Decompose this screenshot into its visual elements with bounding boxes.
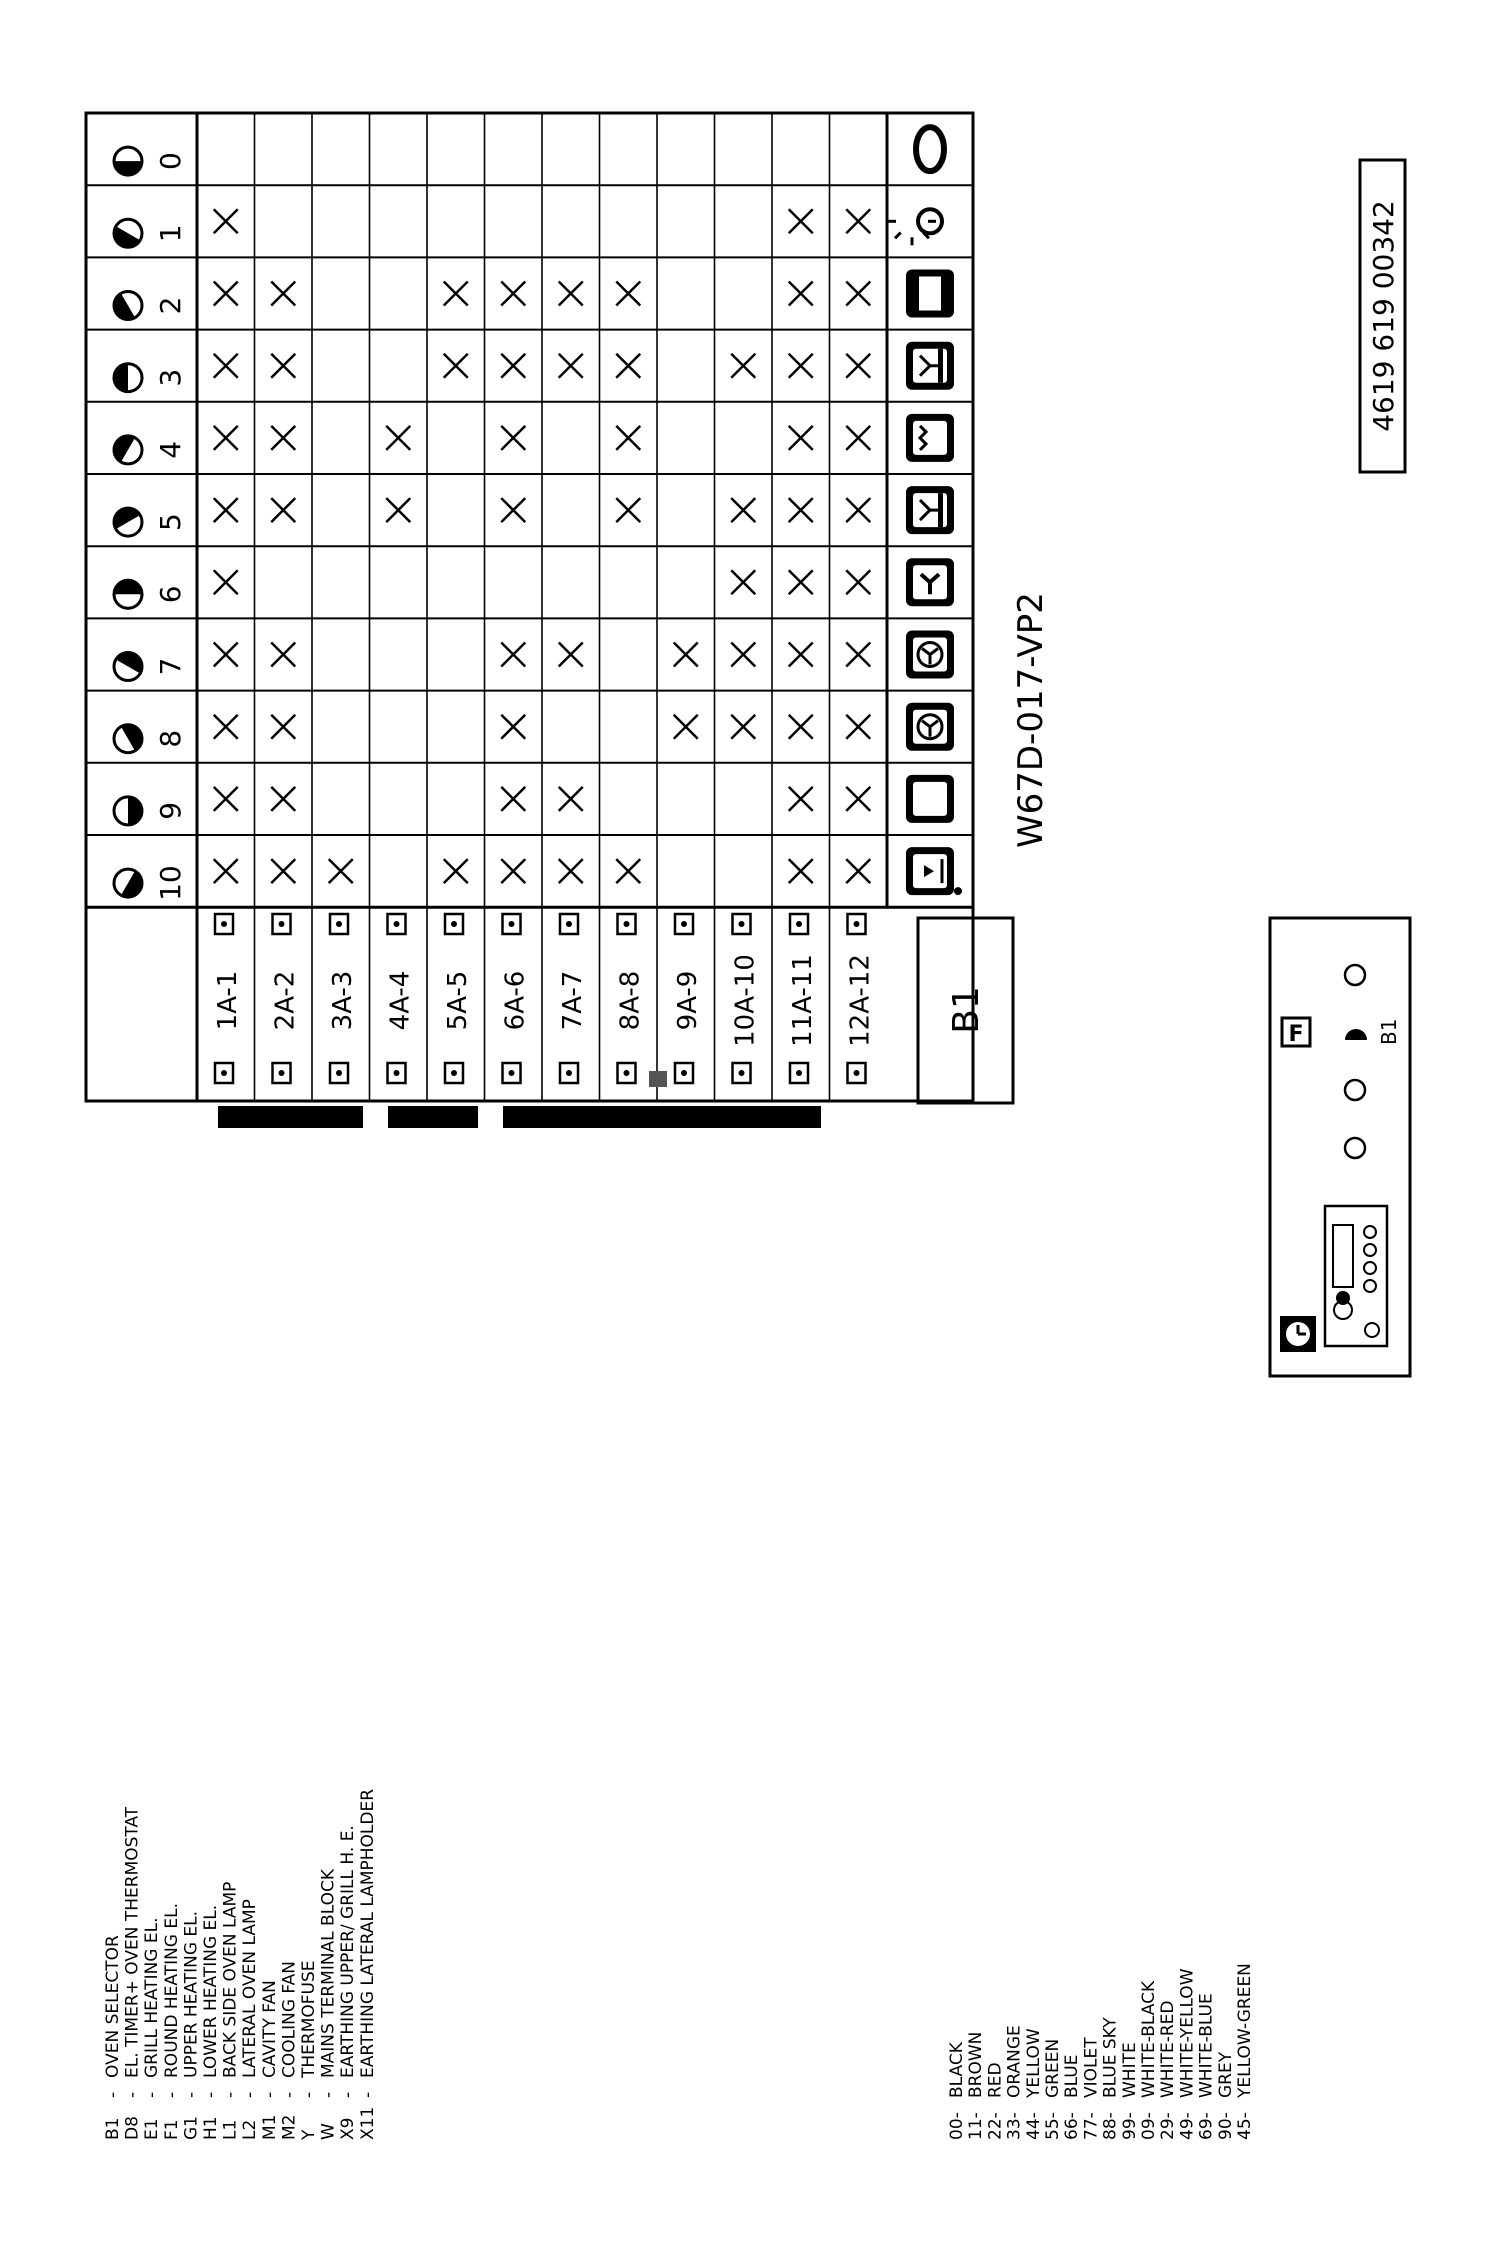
top-heat-fan-icon [906, 486, 954, 534]
colour-entry [1043, 2039, 1063, 2140]
top-bottom-heat-icon [906, 270, 954, 318]
dial-knob-icon [114, 147, 142, 175]
position-number: 8 [154, 729, 187, 748]
legend-entry [260, 1980, 280, 2140]
legend-code: Y [299, 2129, 319, 2140]
colour-code: 00- [947, 2112, 967, 2140]
dial-knob-icon [114, 364, 142, 392]
legend-sep: - [240, 2091, 261, 2098]
colour-entry [1235, 1963, 1255, 2140]
position-number: 7 [154, 657, 187, 676]
conventional-icon [906, 775, 954, 823]
contact-label: 1A-1 [212, 970, 243, 1031]
legend-text: THERMOFUSE [299, 1960, 319, 2078]
contact-label: 8A-8 [615, 970, 646, 1031]
colour-code: 09- [1139, 2112, 1159, 2140]
legend-code: B1 [103, 2117, 123, 2140]
colour-entry [1197, 1993, 1217, 2140]
colour-code: 99- [1119, 2112, 1140, 2140]
contact-label: 7A-7 [557, 970, 588, 1031]
position-number: 0 [154, 152, 187, 171]
contact-label: 6A-6 [500, 970, 531, 1031]
legend-sep: - [161, 2091, 182, 2098]
legend-text: MAINS TERMINAL BLOCK [318, 1869, 339, 2078]
colour-code: 77- [1081, 2112, 1102, 2140]
legend-text: COOLING FAN [279, 1961, 300, 2078]
position-number: 9 [154, 801, 187, 820]
contact-label: 9A-9 [672, 970, 703, 1031]
position-number: 4 [154, 440, 187, 459]
contact-label: 11A-11 [787, 954, 818, 1047]
selector-box-label: B1 [946, 986, 987, 1034]
legend-text: UPPER HEATING EL. [181, 1910, 202, 2078]
legend-code: H1 [201, 2116, 221, 2140]
colour-code: 29- [1158, 2112, 1179, 2140]
colour-entry [966, 2032, 986, 2140]
legend-code: M2 [279, 2114, 300, 2140]
fan-bottom-icon [906, 631, 954, 679]
legend-text: OVEN SELECTOR [103, 1935, 123, 2078]
bottom-heat-icon [906, 414, 954, 462]
position-number: 10 [154, 865, 187, 901]
fan-defrost-icon [906, 558, 954, 606]
dial-knob-icon [114, 292, 142, 320]
colour-entry [1216, 2051, 1236, 2140]
legend-text: BACK SIDE OVEN LAMP [220, 1881, 241, 2078]
contact-label: 2A-2 [270, 970, 301, 1031]
colour-code: 90- [1215, 2112, 1236, 2140]
colour-code: 44- [1023, 2112, 1044, 2140]
colour-name: WHITE-BLACK [1139, 1980, 1159, 2098]
dial-knob-icon [114, 436, 142, 464]
colour-name: GREY [1215, 2051, 1236, 2098]
dial-knob-icon [114, 580, 142, 608]
colour-entry [1101, 2017, 1121, 2140]
drawing-title: W67D-017-VP2 [1011, 592, 1051, 848]
terminal-bar [218, 1106, 363, 1128]
colour-entry [1177, 1968, 1197, 2140]
colour-name: GREEN [1043, 2038, 1063, 2098]
colour-name: WHITE-RED [1158, 2000, 1179, 2098]
dial-knob-icon [114, 725, 142, 753]
colour-entry [1005, 2025, 1025, 2140]
position-number: 1 [154, 224, 187, 243]
colour-code: 55- [1043, 2112, 1063, 2140]
legend-sep: - [299, 2091, 319, 2098]
colour-entry [1081, 2037, 1101, 2140]
colour-name: ORANGE [1004, 2025, 1025, 2098]
legend-text: ROUND HEATING EL. [161, 1903, 182, 2078]
dial-knob-icon [114, 869, 142, 897]
legend-text: LOWER HEATING EL. [201, 1904, 221, 2078]
legend-code: E1 [142, 2118, 163, 2140]
colour-name: BLACK [947, 2042, 967, 2098]
colour-code: 69- [1196, 2112, 1217, 2140]
colour-entry [1062, 2055, 1082, 2140]
contact-label: 12A-12 [845, 954, 876, 1047]
legend-sep: - [259, 2091, 280, 2098]
colour-name: VIOLET [1081, 2037, 1102, 2098]
terminal-bar [388, 1106, 478, 1128]
position-number: 2 [154, 296, 187, 315]
colour-name: RED [985, 2062, 1006, 2098]
contact-label: 10A-10 [730, 954, 761, 1047]
colour-name: BLUE SKY [1100, 2017, 1121, 2098]
legend-code: M1 [259, 2114, 280, 2140]
legend-code: D8 [122, 2116, 143, 2140]
colour-code: 33- [1004, 2112, 1025, 2140]
legend-code: W [318, 2123, 339, 2140]
legend-code: F1 [161, 2119, 182, 2140]
colour-entry [1158, 2000, 1178, 2140]
position-number: 5 [154, 513, 187, 532]
colour-entry [1139, 1980, 1159, 2140]
colour-entry [1024, 2028, 1044, 2140]
colour-code: 49- [1177, 2112, 1198, 2140]
grill-fan-icon [906, 342, 954, 390]
legend-sep: - [338, 2091, 359, 2098]
legend-sep: - [103, 2091, 123, 2098]
colour-name: BLUE [1062, 2054, 1083, 2098]
part-number: 4619 619 00342 [1367, 200, 1400, 432]
part-number-box [1360, 160, 1405, 472]
colour-name: YELLOW [1023, 2028, 1044, 2098]
dial-knob-icon [114, 797, 142, 825]
legend-entry [338, 1825, 358, 2140]
legend-text: EARTHING LATERAL LAMPHOLDER [357, 1788, 378, 2078]
legend-text: CAVITY FAN [259, 1980, 280, 2078]
legend-code: L2 [240, 2119, 261, 2140]
legend-sep: - [279, 2091, 300, 2098]
colour-entry [947, 2041, 967, 2140]
contact-label: 4A-4 [385, 970, 416, 1031]
colour-entry [1120, 2042, 1140, 2140]
dial-knob-icon [114, 219, 142, 247]
legend-sep: - [220, 2091, 241, 2098]
colour-name: BROWN [966, 2031, 987, 2098]
colour-code: 88- [1100, 2112, 1121, 2140]
legend-text: EARTHING UPPER/ GRILL H. E. [338, 1825, 359, 2078]
legend-code: X11 [357, 2106, 378, 2140]
dial-knob-icon [114, 508, 142, 536]
contact-label: 3A-3 [327, 970, 358, 1031]
hatched-terminal [649, 1071, 667, 1087]
legend-sep: - [122, 2091, 143, 2098]
panel-f-label: F [1288, 1022, 1304, 1047]
panel-b1-label: B1 [1377, 1018, 1401, 1045]
legend-code: G1 [181, 2116, 202, 2140]
legend-sep: - [318, 2091, 339, 2098]
position-number: 3 [154, 368, 187, 387]
colour-code: 11- [966, 2112, 987, 2140]
legend-code: X9 [338, 2117, 359, 2140]
colour-name: WHITE [1119, 2042, 1140, 2098]
colour-name: WHITE-YELLOW [1177, 1968, 1198, 2098]
dial-knob-icon [114, 653, 142, 681]
colour-name: WHITE-BLUE [1196, 1993, 1217, 2098]
colour-code: 22- [985, 2112, 1006, 2140]
contact-label: 5A-5 [442, 970, 473, 1031]
terminal-bars [218, 1106, 821, 1128]
position-number: 6 [154, 585, 187, 604]
legend-text: EL. TIMER+ OVEN THERMOSTAT [122, 1806, 143, 2078]
legend-sep: - [142, 2091, 163, 2098]
legend-text: GRILL HEATING EL. [142, 1917, 163, 2078]
legend-text: LATERAL OVEN LAMP [240, 1899, 261, 2078]
terminal-bar [503, 1106, 821, 1128]
grill-rotisserie-icon [906, 847, 962, 895]
colour-name: YELLOW-GREEN [1235, 1963, 1255, 2098]
legend-code: L1 [220, 2119, 241, 2140]
clock-icon [1280, 1316, 1316, 1352]
legend-sep: - [357, 2091, 378, 2098]
colour-code: 66- [1062, 2112, 1083, 2140]
hot-air-icon [906, 703, 954, 751]
colour-code: 45- [1235, 2112, 1255, 2140]
legend-sep: - [181, 2091, 202, 2098]
legend-sep: - [201, 2091, 221, 2098]
